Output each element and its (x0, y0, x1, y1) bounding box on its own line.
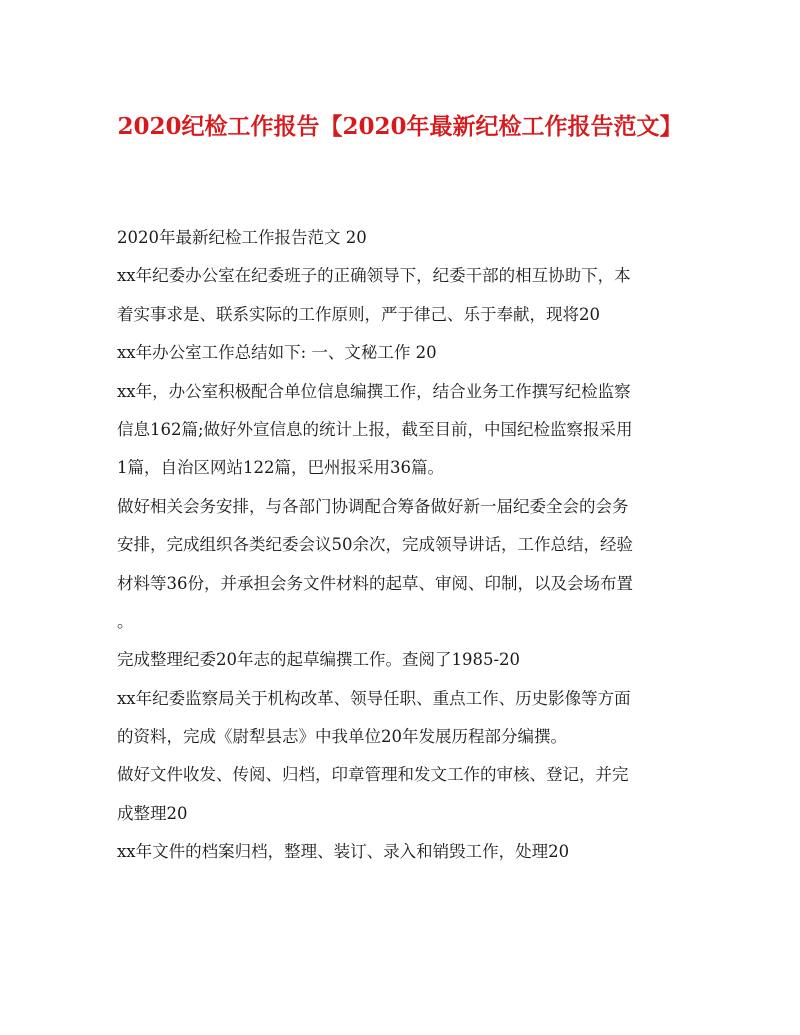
body-line: 成整理20 (117, 803, 188, 823)
body-line: 信息162篇;做好外宣信息的统计上报，截至目前，中国纪检监察报采用 (117, 419, 633, 439)
body-line: 的资料，完成《尉犁县志》中我单位20年发展历程部分编撰。 (117, 727, 567, 747)
body-line: 做好文件收发、传阅、归档，印章管理和发文工作的审核、登记，并完 (117, 765, 629, 785)
body-line: xx年，办公室积极配合单位信息编撰工作，结合业务工作撰写纪检监察 (117, 381, 631, 401)
document-body (117, 219, 692, 872)
body-line: xx年纪委办公室在纪委班子的正确领导下，纪委干部的相互协助下，本 (117, 266, 631, 286)
body-line: 1篇，自治区网站122篇，巴州报采用36篇。 (117, 458, 444, 478)
body-line: 2020年最新纪检工作报告范文 20 (117, 228, 367, 247)
body-line: xx年纪委监察局关于机构改革、领导任职、重点工作、历史影像等方面 (117, 688, 631, 708)
body-line: 完成整理纪委20年志的起草编撰工作。查阅了1985-20 (117, 650, 521, 670)
body-line: 材料等36份，并承担会务文件材料的起草、审阅、印制，以及会场布置 (117, 573, 633, 593)
document-title: 2020纪检工作报告【2020年最新纪检工作报告范文】 (117, 113, 683, 140)
body-line: xx年办公室工作总结如下: 一、文秘工作 20 (117, 343, 437, 363)
body-line: 。 (117, 611, 134, 631)
body-line: 着实事求是、联系实际的工作原则，严于律己、乐于奉献，现将20 (117, 304, 600, 324)
body-line: 安排，完成组织各类纪委会议50余次，完成领导讲话，工作总结，经验 (117, 535, 633, 555)
body-line: 做好相关会务安排，与各部门协调配合筹备做好新一届纪委全会的会务 (117, 496, 629, 516)
body-line: xx年文件的档案归档，整理、装订、录入和销毁工作，处理20 (117, 842, 570, 862)
